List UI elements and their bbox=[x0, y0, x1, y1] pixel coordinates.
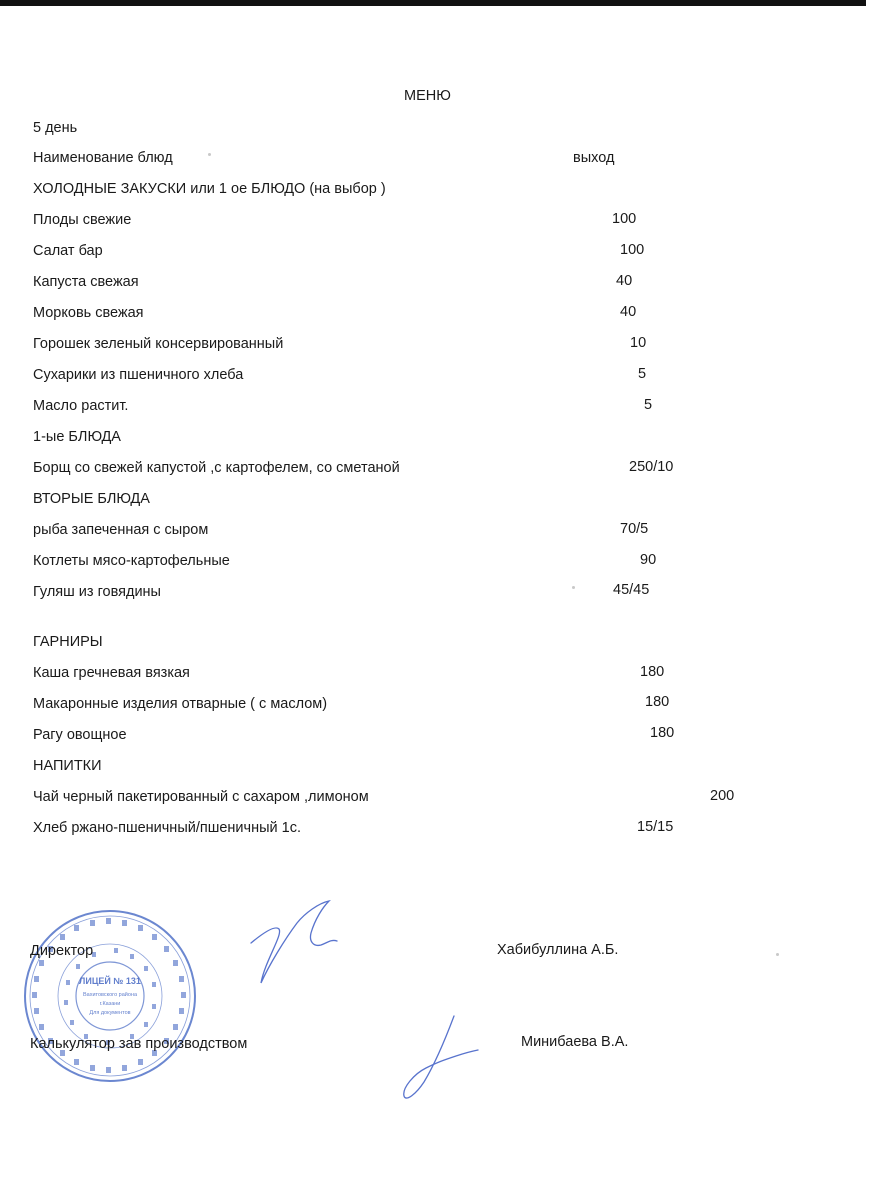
dish-name: Чай черный пакетированный с сахаром ,лимоном bbox=[33, 789, 369, 805]
dish-yield: 100 bbox=[612, 211, 637, 227]
calculator-signature bbox=[396, 1012, 486, 1107]
stamp-center-text: Для документов bbox=[89, 1010, 131, 1016]
dish-yield: 5 bbox=[644, 397, 653, 413]
dish-name: Каша гречневая вязкая bbox=[33, 665, 190, 681]
dish-yield: 250/10 bbox=[629, 459, 674, 475]
dish-name: рыба запеченная с сыром bbox=[33, 522, 209, 538]
dish-name: Гуляш из говядины bbox=[33, 584, 161, 600]
dish-yield: 15/15 bbox=[637, 819, 674, 835]
dish-name: Морковь свежая bbox=[33, 305, 144, 321]
dish-name: Макаронные изделия отварные ( с маслом) bbox=[33, 696, 328, 712]
stamp-center-text: Вахитовского района bbox=[82, 992, 138, 998]
dish-yield: 45/45 bbox=[613, 582, 650, 598]
signature-person: Хабибуллина А.Б. bbox=[497, 942, 619, 958]
signature-role: Калькулятор зав производством bbox=[30, 1036, 248, 1052]
dish-name: Борщ со свежей капустой ,с картофелем, со сметаной bbox=[33, 460, 400, 476]
dish-yield: 70/5 bbox=[620, 521, 649, 537]
dish-name: Сухарики из пшеничного хлеба bbox=[33, 367, 244, 383]
dish-yield: 180 bbox=[640, 664, 665, 680]
scan-speck bbox=[572, 586, 575, 589]
dish-yield: 5 bbox=[638, 366, 647, 382]
stamp-center-text: ЛИЦЕЙ № 131 bbox=[79, 976, 141, 986]
column-header-yield: выход bbox=[573, 150, 615, 166]
section-heading: ХОЛОДНЫЕ ЗАКУСКИ или 1 ое БЛЮДО (на выбор ) bbox=[33, 181, 386, 197]
director-signature bbox=[245, 895, 355, 990]
official-stamp bbox=[22, 908, 198, 1084]
day-label: 5 день bbox=[33, 120, 78, 136]
dish-name: Горошек зеленый консервированный bbox=[33, 336, 284, 352]
section-heading: 1-ые БЛЮДА bbox=[33, 429, 121, 445]
dish-name: Масло растит. bbox=[33, 398, 129, 414]
signature-person: Минибаева В.А. bbox=[521, 1034, 629, 1050]
section-heading: НАПИТКИ bbox=[33, 758, 102, 774]
signature-role: Директор bbox=[30, 943, 94, 959]
dish-yield: 100 bbox=[620, 242, 645, 258]
column-header-name: Наименование блюд bbox=[33, 150, 173, 166]
dish-yield: 180 bbox=[645, 694, 670, 710]
section-heading: ГАРНИРЫ bbox=[33, 634, 103, 650]
scan-speck bbox=[208, 153, 211, 156]
dish-yield: 90 bbox=[640, 552, 657, 568]
dish-name: Капуста свежая bbox=[33, 274, 139, 290]
menu-title: МЕНЮ bbox=[404, 88, 451, 104]
dish-yield: 40 bbox=[616, 273, 633, 289]
section-heading: ВТОРЫЕ БЛЮДА bbox=[33, 491, 150, 507]
dish-name: Хлеб ржано-пшеничный/пшеничный 1с. bbox=[33, 820, 301, 836]
scan-speck bbox=[776, 953, 779, 956]
dish-name: Котлеты мясо-картофельные bbox=[33, 553, 230, 569]
dish-yield: 10 bbox=[630, 335, 647, 351]
dish-yield: 40 bbox=[620, 304, 637, 320]
dish-name: Плоды свежие bbox=[33, 212, 132, 228]
dish-name: Рагу овощное bbox=[33, 727, 127, 743]
dish-yield: 180 bbox=[650, 725, 675, 741]
dish-name: Салат бар bbox=[33, 243, 103, 259]
dish-yield: 200 bbox=[710, 788, 735, 804]
stamp-center-text: г.Казани bbox=[99, 1001, 121, 1007]
